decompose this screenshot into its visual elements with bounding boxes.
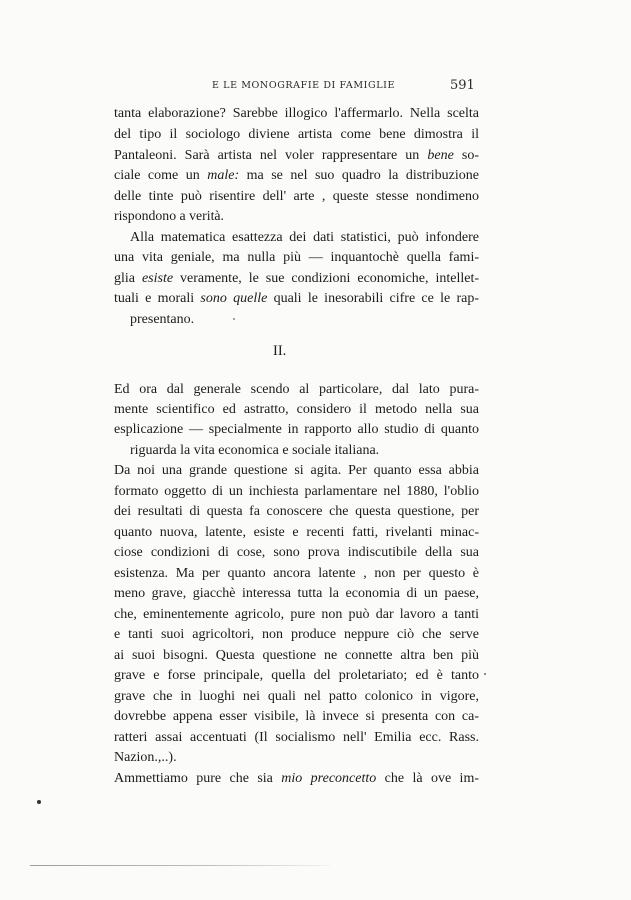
text-line (114, 104, 479, 124)
italic-text: mio preconcetto (281, 771, 377, 786)
text-line (114, 289, 479, 309)
ink-speck (37, 800, 41, 804)
text-span: tuali e morali (114, 291, 201, 306)
text-span: veramente, le sue condizioni economiche, intellet- (173, 271, 479, 286)
italic-text: sono quelle (200, 291, 268, 306)
italic-text: esiste (141, 271, 174, 286)
text-span: grave che in luoghi nei quali nel patto colonico in vigore, (114, 689, 479, 704)
ink-speck (233, 318, 235, 320)
text-line (114, 523, 479, 543)
text-span: tanta elaborazione? Sarebbe illogico l'affermarlo. Nella scelta (114, 106, 479, 121)
text-line (114, 564, 479, 584)
text-span: quali le inesorabili cifre ce le rap- (267, 291, 480, 306)
text-line (114, 269, 479, 289)
text-span: Da noi una grande questione si agita. Per quanto essa abbia (114, 463, 479, 478)
running-title: E LE MONOGRAFIE DI FAMIGLIE (212, 80, 396, 91)
text-line (130, 310, 194, 330)
text-line (114, 502, 479, 522)
text-line (114, 584, 479, 604)
text-line (130, 441, 379, 461)
text-span: che, eminentemente agricolo, pure non può dar lavoro a tanti (114, 607, 479, 622)
ink-speck (484, 673, 486, 675)
text-line (114, 125, 479, 145)
italic-text: bene (427, 148, 454, 163)
page-number: 591 (450, 78, 475, 93)
text-span: glia (114, 271, 142, 286)
text-span: riguarda la vita economica e sociale italiana. (130, 443, 380, 458)
text-line (114, 248, 479, 268)
text-line (114, 380, 479, 400)
text-span: mente scientifico ed astratto, considero il metodo nella sua (114, 402, 479, 417)
text-span: rispondono a verità. (114, 209, 224, 224)
text-span: Alla matematica esattezza dei dati statistici, può infondere (130, 230, 479, 245)
text-span: del tipo il sociologo diviene artista come bene dimostra il (114, 127, 479, 142)
section-heading: II. (273, 343, 287, 359)
text-span: grave e forse principale, quella del proletariato; ed è tanto (114, 668, 479, 683)
text-span: ciose condizioni di cose, sono prova indiscutibile della sua (114, 545, 479, 560)
text-line (114, 728, 479, 748)
text-line (114, 166, 479, 186)
text-span: quanto nuova, latente, esiste e recenti fatti, rivelanti minac- (114, 525, 479, 540)
text-span: che là ove im- (376, 771, 479, 786)
text-span: Ammettiamo pure che sia (114, 771, 282, 786)
text-line (114, 187, 479, 207)
text-line (114, 605, 479, 625)
text-span: so- (453, 148, 479, 163)
text-span: meno grave, giacchè interessa tutta la economia di un paese, (114, 586, 479, 601)
text-span: esplicazione — specialmente in rapporto allo studio di quanto (114, 422, 479, 437)
text-line (114, 400, 479, 420)
text-line (114, 146, 479, 166)
text-span: ciale come un (114, 168, 208, 183)
text-span: Nazion.,..). (114, 750, 177, 765)
text-span: ai suoi bisogni. Questa questione ne connette altra ben più (114, 648, 479, 663)
text-line (114, 769, 479, 789)
text-span: ma se nel suo quadro la distribuzione (239, 168, 479, 183)
text-line (114, 207, 224, 227)
page-edge-rule (30, 865, 330, 866)
text-line (114, 482, 479, 502)
text-span: ratteri assai accentuati (Il socialismo nell' Emilia ecc. Rass. (114, 730, 479, 745)
text-span: delle tinte può risentire dell' arte , queste stesse nondimeno (114, 189, 479, 204)
text-span: Pantaleoni. Sarà artista nel voler rappresentare un (114, 148, 428, 163)
text-line (114, 748, 177, 768)
text-span: presentano. (130, 312, 195, 327)
text-line (114, 625, 479, 645)
text-span: esistenza. Ma per quanto ancora latente , non per questo è (114, 566, 479, 581)
italic-text: male: (207, 168, 240, 183)
text-line (114, 461, 479, 481)
text-line (130, 228, 479, 248)
text-span: dovrebbe appena esser visibile, là invece si presenta con ca- (114, 709, 479, 724)
text-span: e tanti suoi agricoltori, non produce neppure ciò che serve (114, 627, 479, 642)
text-span: dei resultati di questa fa conoscere che questa questione, per (114, 504, 479, 519)
text-line (114, 687, 479, 707)
text-line (114, 646, 479, 666)
text-span: formato oggetto di un inchiesta parlamentare nel 1880, l'oblio (114, 484, 479, 499)
text-span: Ed ora dal generale scendo al particolare, dal lato pura- (114, 382, 479, 397)
text-line (114, 420, 479, 440)
text-line (114, 707, 479, 727)
text-line (114, 666, 479, 686)
text-span: una vita geniale, ma nulla più — inquantochè quella fami- (114, 250, 479, 265)
text-line (114, 543, 479, 563)
